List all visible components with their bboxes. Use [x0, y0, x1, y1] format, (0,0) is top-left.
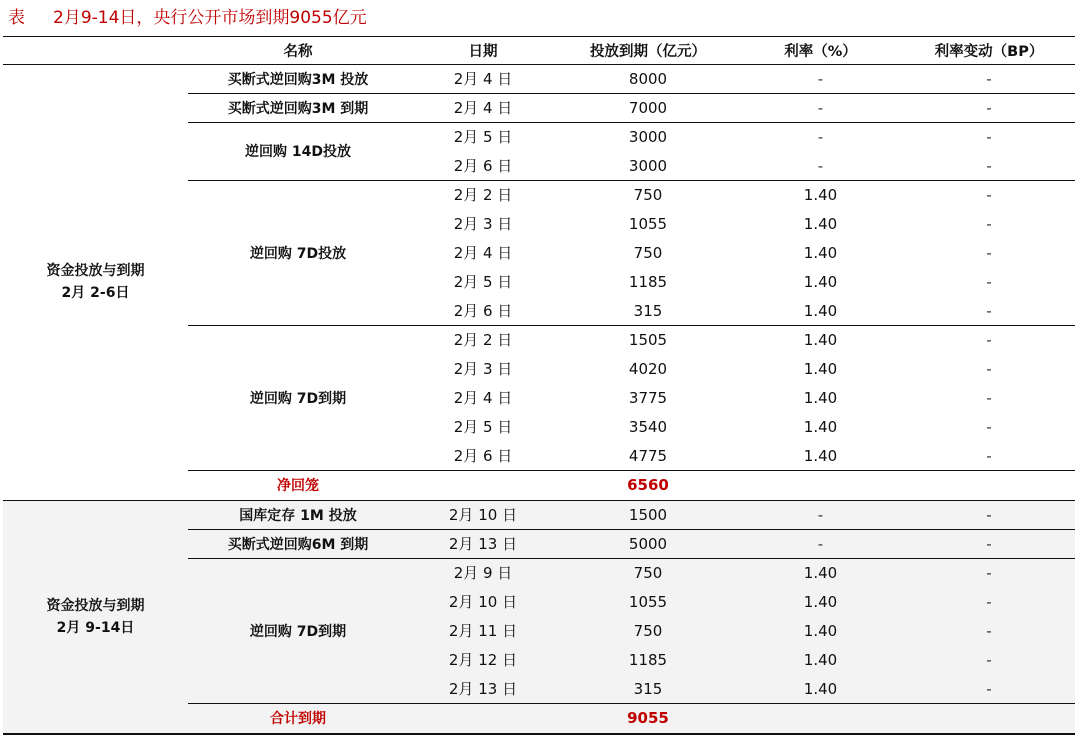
rate-cell: 1.40 — [803, 272, 838, 291]
date-cell: 2月 11 日 — [448, 622, 518, 640]
amount-cell: 4775 — [628, 446, 668, 465]
column-header: 名称 — [283, 43, 313, 60]
rate-cell: 1.40 — [803, 359, 838, 378]
operation-name: 逆回购 7D投放 — [249, 245, 347, 262]
bp-change-cell: - — [986, 69, 992, 88]
date-cell: 2月 5 日 — [453, 273, 513, 291]
date-cell: 2月 5 日 — [453, 128, 513, 146]
amount-cell: 750 — [633, 621, 663, 640]
rate-cell: 1.40 — [803, 243, 838, 262]
data-table — [3, 36, 1075, 734]
amount-cell: 1500 — [628, 505, 668, 524]
amount-cell: 7000 — [628, 98, 668, 117]
column-header: 日期 — [468, 43, 498, 60]
bp-change-cell: - — [986, 417, 992, 436]
amount-cell: 315 — [633, 301, 663, 320]
rate-cell: - — [817, 534, 824, 553]
table-title-text: 2月9-14日，央行公开市场到期9055亿元 — [53, 8, 367, 28]
operation-name: 国库定存 1M 投放 — [239, 507, 357, 524]
group-label-line1: 资金投放与到期 — [46, 597, 145, 614]
amount-cell: 750 — [633, 243, 663, 262]
date-cell: 2月 2 日 — [453, 331, 513, 349]
bp-change-cell: - — [986, 446, 992, 465]
amount-cell: 3775 — [628, 388, 668, 407]
date-cell: 2月 3 日 — [453, 215, 513, 233]
bp-change-cell: - — [986, 243, 992, 262]
date-cell: 2月 6 日 — [453, 447, 513, 465]
operation-name: 逆回购 7D到期 — [249, 623, 347, 640]
date-cell: 2月 2 日 — [453, 186, 513, 204]
group-label-line2: 2月 2-6日 — [61, 285, 130, 301]
operation-name: 逆回购 7D到期 — [249, 390, 347, 407]
table-title — [8, 4, 367, 32]
bp-change-cell: - — [986, 156, 992, 175]
rate-cell: 1.40 — [803, 679, 838, 698]
bp-change-cell: - — [986, 185, 992, 204]
rate-cell: 1.40 — [803, 417, 838, 436]
date-cell: 2月 4 日 — [453, 244, 513, 262]
amount-cell: 315 — [633, 679, 663, 698]
operation-name: 买断式逆回购3M 到期 — [227, 100, 369, 117]
group-label — [3, 500, 188, 733]
amount-cell: 1185 — [628, 272, 668, 291]
date-cell: 2月 4 日 — [453, 70, 513, 88]
date-cell: 2月 13 日 — [448, 535, 518, 553]
rate-cell: 1.40 — [803, 446, 838, 465]
rate-cell: 1.40 — [803, 330, 838, 349]
bp-change-cell: - — [986, 534, 992, 553]
column-header: 利率变动（BP） — [934, 43, 1044, 60]
rate-cell: 1.40 — [803, 621, 838, 640]
bp-change-cell: - — [986, 621, 992, 640]
bp-change-cell: - — [986, 388, 992, 407]
summary-label: 合计到期 — [270, 711, 326, 727]
rate-cell: - — [817, 156, 824, 175]
bp-change-cell: - — [986, 592, 992, 611]
date-cell: 2月 4 日 — [453, 99, 513, 117]
amount-cell: 1185 — [628, 650, 668, 669]
rate-cell: - — [817, 505, 824, 524]
amount-cell: 4020 — [628, 359, 668, 378]
table-label: 表 — [8, 8, 25, 28]
bp-change-cell: - — [986, 272, 992, 291]
date-cell: 2月 10 日 — [448, 506, 518, 524]
operation-name: 买断式逆回购6M 到期 — [227, 536, 369, 553]
operation-name: 逆回购 14D投放 — [245, 144, 351, 160]
rate-cell: 1.40 — [803, 592, 838, 611]
amount-cell: 8000 — [628, 69, 668, 88]
amount-cell: 1055 — [628, 214, 668, 233]
group-label-line2: 2月 9-14日 — [56, 619, 135, 636]
amount-cell: 5000 — [628, 534, 668, 553]
amount-cell: 3000 — [628, 156, 668, 175]
amount-cell: 750 — [633, 563, 663, 582]
group-label — [3, 64, 188, 500]
amount-cell: 3000 — [628, 127, 668, 146]
rate-cell: 1.40 — [803, 650, 838, 669]
group-label-line1: 资金投放与到期 — [46, 263, 145, 279]
bp-change-cell: - — [986, 214, 992, 233]
group-rule — [3, 733, 1075, 735]
date-cell: 2月 10 日 — [448, 593, 518, 611]
date-cell: 2月 12 日 — [448, 651, 518, 669]
summary-amount: 9055 — [627, 709, 669, 727]
date-cell: 2月 6 日 — [453, 302, 513, 320]
column-header: 投放到期（亿元） — [590, 43, 706, 60]
rate-cell: 1.40 — [803, 388, 838, 407]
operation-name: 买断式逆回购3M 投放 — [227, 71, 369, 88]
amount-cell: 1055 — [628, 592, 668, 611]
bp-change-cell: - — [986, 679, 992, 698]
rate-cell: 1.40 — [803, 214, 838, 233]
bp-change-cell: - — [986, 359, 992, 378]
bp-change-cell: - — [986, 505, 992, 524]
bp-change-cell: - — [986, 98, 992, 117]
bp-change-cell: - — [986, 330, 992, 349]
date-cell: 2月 3 日 — [453, 360, 513, 378]
bp-change-cell: - — [986, 127, 992, 146]
column-header: 利率（%） — [784, 43, 857, 60]
amount-cell: 3540 — [628, 417, 668, 436]
date-cell: 2月 6 日 — [453, 157, 513, 175]
amount-cell: 1505 — [628, 330, 668, 349]
bp-change-cell: - — [986, 301, 992, 320]
date-cell: 2月 4 日 — [453, 389, 513, 407]
rate-cell: 1.40 — [803, 301, 838, 320]
summary-amount: 6560 — [627, 476, 669, 494]
rate-cell: - — [817, 98, 824, 117]
date-cell: 2月 13 日 — [448, 680, 518, 698]
rate-cell: - — [817, 69, 824, 88]
date-cell: 2月 9 日 — [453, 564, 513, 582]
rate-cell: 1.40 — [803, 185, 838, 204]
amount-cell: 750 — [633, 185, 663, 204]
summary-label: 净回笼 — [277, 478, 319, 494]
bp-change-cell: - — [986, 563, 992, 582]
rate-cell: 1.40 — [803, 563, 838, 582]
bp-change-cell: - — [986, 650, 992, 669]
date-cell: 2月 5 日 — [453, 418, 513, 436]
rate-cell: - — [817, 127, 824, 146]
